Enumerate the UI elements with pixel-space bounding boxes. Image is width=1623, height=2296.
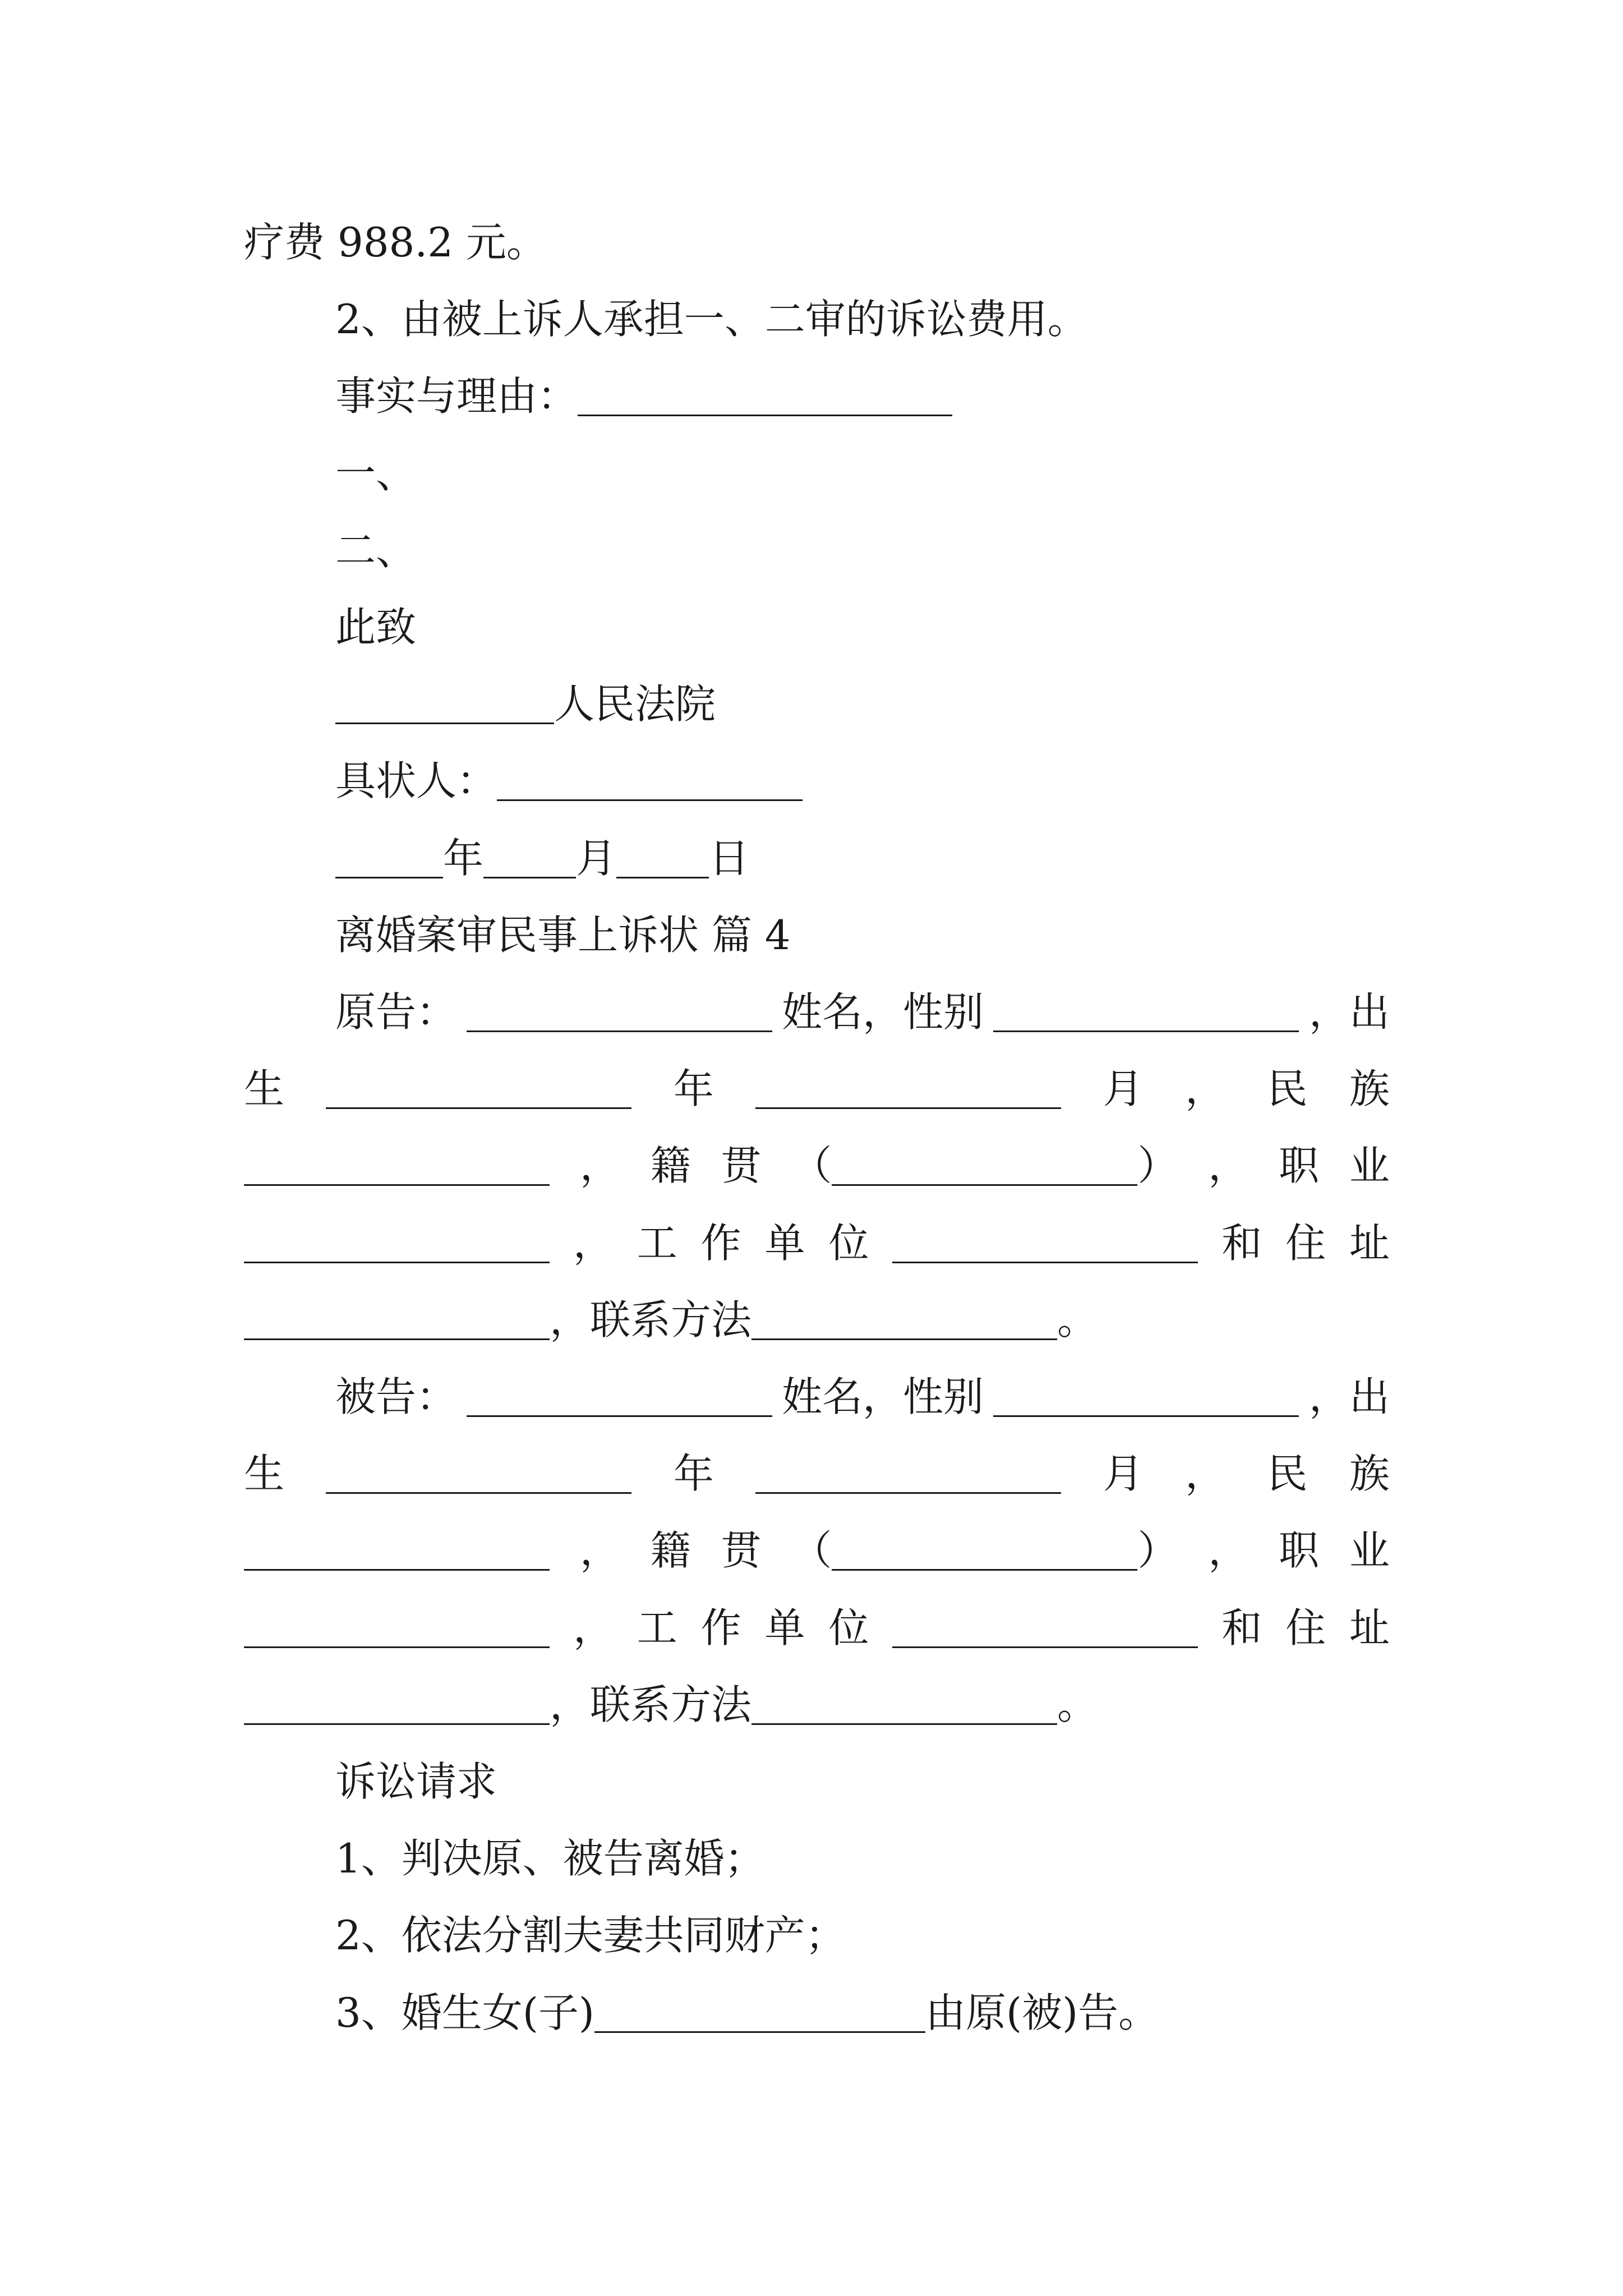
text: 位 [828, 1220, 869, 1267]
defendant-line-5 [244, 1680, 1098, 1728]
text: 和 [1221, 1220, 1262, 1267]
defendant-line-1 [335, 1372, 1390, 1420]
text: ，出 [1308, 1373, 1390, 1420]
text: 诉讼请求 [335, 1758, 497, 1805]
blank-field [244, 1687, 550, 1725]
claim-item [335, 1834, 765, 1882]
facts-line [335, 371, 952, 420]
blank-field [326, 1071, 631, 1109]
blank-field [244, 1225, 550, 1263]
text: 由原(被)告。 [925, 1989, 1159, 2036]
text: （ [791, 1142, 832, 1189]
text: 月 [1103, 1450, 1144, 1497]
text: ， [573, 1604, 614, 1651]
blank-field [244, 1302, 550, 1340]
text: 址 [1349, 1604, 1390, 1651]
text: 原告： [335, 988, 457, 1036]
text: 姓名，性别 [781, 988, 984, 1036]
text: 贯 [721, 1142, 762, 1189]
blank-field [751, 1687, 1057, 1725]
blank-field [892, 1610, 1198, 1648]
text: 一、 [335, 450, 417, 497]
text: 人民法院 [554, 680, 716, 728]
text-line [335, 449, 417, 497]
text: 2、由被上诉人承担一、二审的诉讼费用。 [335, 296, 1088, 343]
blank-field [335, 686, 554, 724]
text: ， [579, 1142, 620, 1189]
text: 生 [244, 1065, 285, 1112]
text: 民 [1267, 1065, 1308, 1112]
court-line [335, 679, 716, 728]
text: 月 [576, 835, 617, 882]
text: ，联系方法 [550, 1681, 752, 1728]
text: 。 [1057, 1296, 1098, 1343]
text: 职 [1279, 1142, 1320, 1189]
text: 疗费 988.2 元。 [244, 219, 547, 266]
text: 单 [764, 1220, 805, 1267]
text: 3、婚生女(子) [335, 1989, 594, 2036]
text: ， [1208, 1527, 1249, 1574]
text: ， [1185, 1065, 1226, 1112]
text: ） [1137, 1142, 1178, 1189]
text: 籍 [650, 1142, 691, 1189]
text: 年 [443, 835, 484, 882]
text: 被告： [335, 1373, 457, 1420]
text: 位 [828, 1604, 869, 1651]
text-line [335, 602, 417, 651]
text: 日 [709, 835, 750, 882]
claim-item [335, 1988, 1159, 2036]
text: 年 [673, 1065, 714, 1112]
text: 和 [1221, 1604, 1262, 1651]
text: 族 [1349, 1450, 1390, 1497]
text-line [335, 295, 1088, 343]
text: 姓名，性别 [781, 1373, 984, 1420]
text: ， [573, 1220, 614, 1267]
blank-field [993, 1379, 1299, 1417]
text: ，联系方法 [550, 1296, 752, 1343]
text: 址 [1349, 1220, 1390, 1267]
defendant-line-3 [244, 1526, 1390, 1574]
text-line [335, 526, 417, 574]
blank-field [326, 1456, 631, 1494]
text: 民 [1267, 1450, 1308, 1497]
text: 业 [1349, 1142, 1390, 1189]
text: 工 [637, 1604, 677, 1651]
blank-field [244, 1533, 550, 1571]
text: 作 [700, 1220, 741, 1267]
blank-field [244, 1610, 550, 1648]
text: 。 [1057, 1681, 1098, 1728]
blank-field [497, 763, 803, 801]
claim-item [335, 1911, 846, 1959]
plaintiff-line-2 [244, 1064, 1390, 1112]
text: 具状人： [335, 757, 497, 804]
blank-field [993, 994, 1299, 1032]
text: 事实与理由： [335, 372, 578, 420]
blank-field [467, 1379, 772, 1417]
text: 1、判决原、被告离婚； [335, 1835, 765, 1882]
text: 二、 [335, 527, 417, 574]
text: 月 [1103, 1065, 1144, 1112]
plaintiff-line-1 [335, 987, 1390, 1036]
blank-field [594, 1995, 925, 2033]
text: 作 [700, 1604, 741, 1651]
section-heading [335, 910, 791, 959]
text: ） [1137, 1527, 1178, 1574]
text: 2、依法分割夫妻共同财产； [335, 1912, 846, 1959]
text: 业 [1349, 1527, 1390, 1574]
blank-field [578, 378, 952, 416]
blank-field [335, 840, 443, 878]
defendant-line-2 [244, 1449, 1390, 1497]
text: 离婚案审民事上诉状 篇 4 [335, 912, 791, 959]
text: 职 [1279, 1527, 1320, 1574]
text: 住 [1285, 1604, 1326, 1651]
plaintiff-line-4 [244, 1218, 1390, 1267]
text: 此致 [335, 604, 417, 651]
blank-field [755, 1456, 1061, 1494]
paren-group [791, 1142, 1178, 1189]
blank-field [467, 994, 772, 1032]
signer-line [335, 756, 803, 804]
text: 族 [1349, 1065, 1390, 1112]
blank-field [832, 1533, 1137, 1571]
blank-field [616, 840, 709, 878]
text: ，出 [1308, 988, 1390, 1036]
text: 生 [244, 1450, 285, 1497]
blank-field [832, 1148, 1137, 1186]
text: ， [579, 1527, 620, 1574]
date-line [335, 834, 750, 882]
blank-field [755, 1071, 1061, 1109]
defendant-line-4 [244, 1603, 1390, 1651]
blank-field [751, 1302, 1057, 1340]
blank-field [244, 1148, 550, 1186]
claims-heading [335, 1757, 497, 1805]
plaintiff-line-5 [244, 1295, 1098, 1343]
text: （ [791, 1527, 832, 1574]
text: 年 [673, 1450, 714, 1497]
text: 工 [637, 1220, 677, 1267]
text: 贯 [721, 1527, 762, 1574]
text: 住 [1285, 1220, 1326, 1267]
blank-field [483, 840, 576, 878]
blank-field [892, 1225, 1198, 1263]
text: ， [1185, 1450, 1226, 1497]
text: 单 [764, 1604, 805, 1651]
text-line [244, 218, 547, 266]
plaintiff-line-3 [244, 1141, 1390, 1189]
paren-group [791, 1527, 1178, 1574]
text: 籍 [650, 1527, 691, 1574]
text: ， [1208, 1142, 1249, 1189]
